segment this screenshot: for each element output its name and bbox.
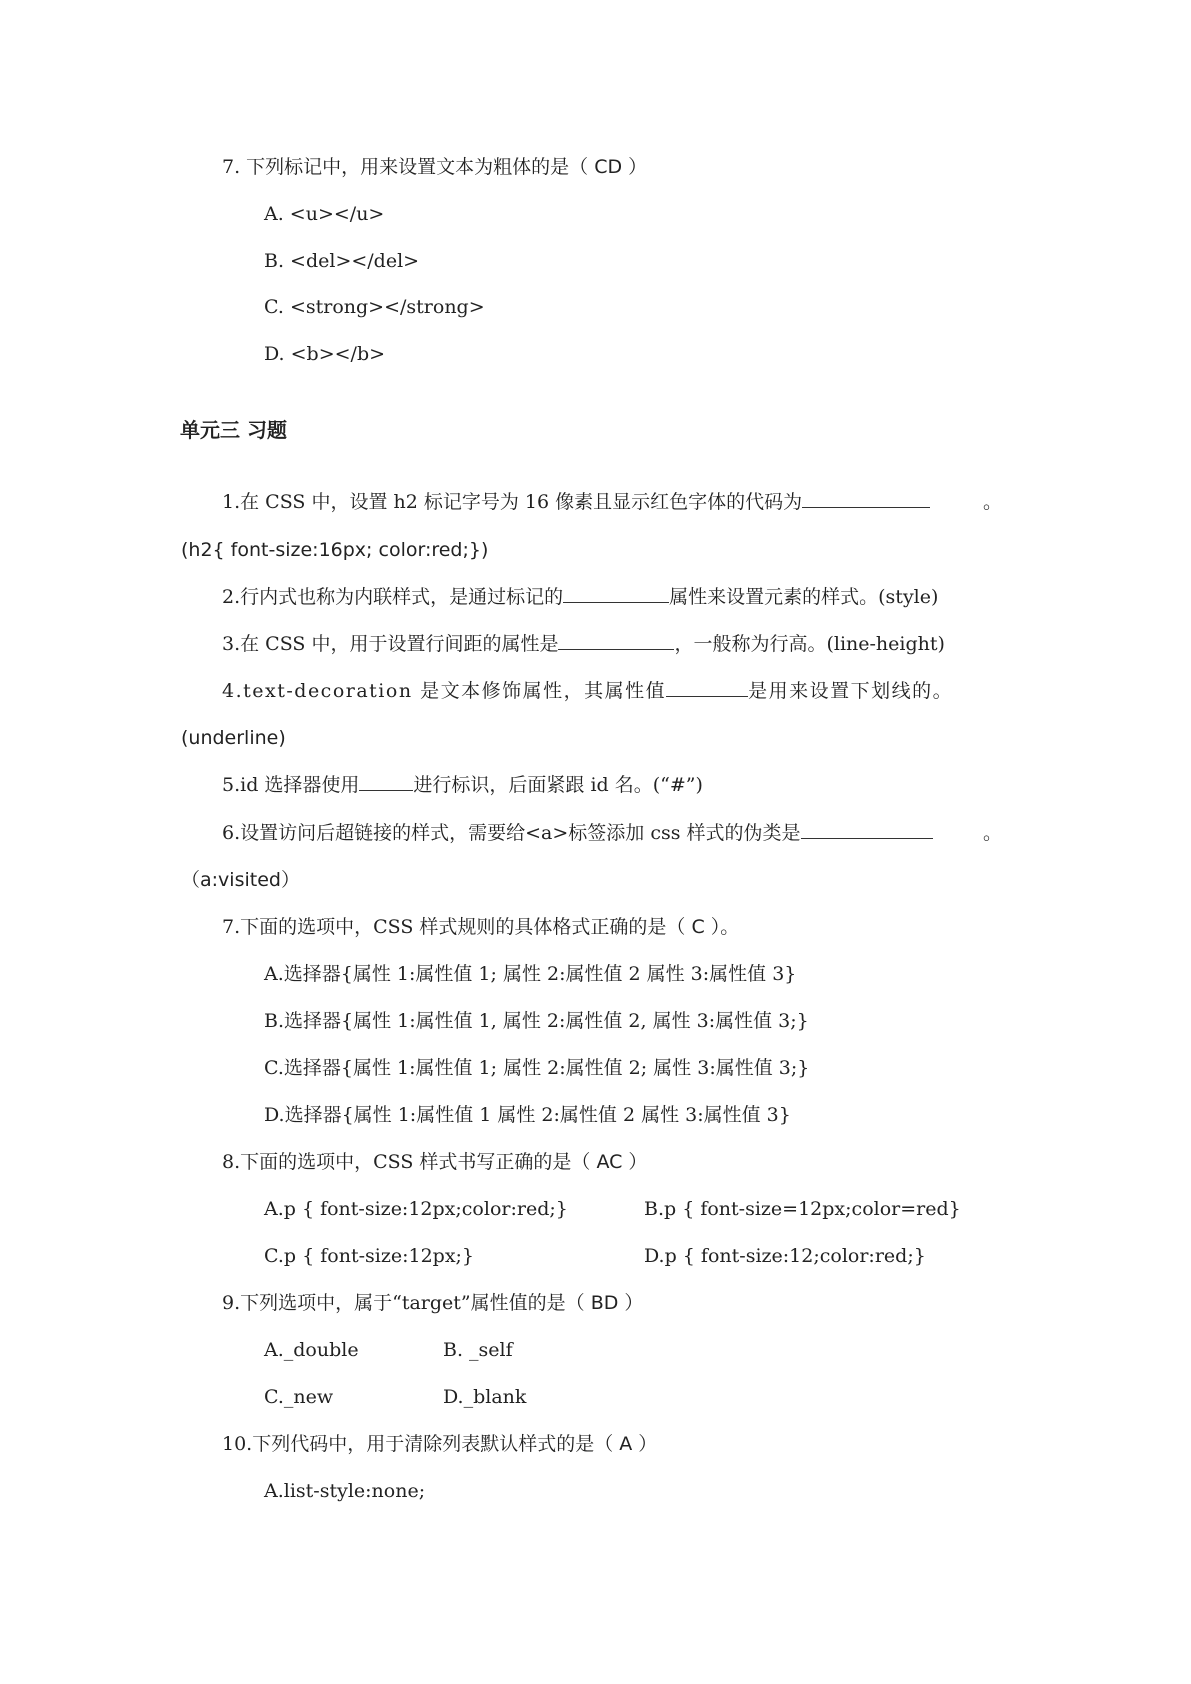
option-d: D.p { font-size:12;color:red;} bbox=[644, 1245, 926, 1267]
question-text-end: 是用来设置下划线的。 bbox=[748, 680, 954, 702]
option-b: B.选择器{属性 1:属性值 1, 属性 2:属性值 2, 属性 3:属性值 3;} bbox=[264, 1010, 809, 1032]
question-text: 4.text-decoration 是文本修饰属性，其属性值 bbox=[222, 680, 667, 702]
question-text: 5.id 选择器使用 bbox=[222, 774, 360, 796]
option-c: C.选择器{属性 1:属性值 1; 属性 2:属性值 2; 属性 3:属性值 3;} bbox=[264, 1057, 810, 1079]
option-c: C.p { font-size:12px;} bbox=[264, 1245, 475, 1267]
option-a: A.list-style:none; bbox=[264, 1480, 426, 1502]
question-text-end: ）。 bbox=[704, 916, 740, 938]
answer: A bbox=[619, 1433, 633, 1455]
answer-6: （a:visited） bbox=[181, 869, 300, 891]
question-text-end: 进行标识，后面紧跟 id 名。(“#”) bbox=[413, 774, 703, 796]
option-b: B.p { font-size=12px;color=red} bbox=[644, 1198, 961, 1220]
question-7-tags bbox=[222, 154, 647, 180]
answer-blank bbox=[801, 820, 933, 839]
section-title: 单元三 习题 bbox=[180, 418, 287, 442]
answer-blank bbox=[563, 584, 669, 603]
question-8 bbox=[222, 1149, 647, 1175]
option-a: A.p { font-size:12px;color:red;} bbox=[264, 1198, 568, 1220]
option-b: B. <del></del> bbox=[264, 250, 420, 272]
answer-1: (h2{ font-size:16px; color:red;}) bbox=[181, 539, 489, 561]
answer: C bbox=[691, 916, 705, 938]
answer: CD bbox=[594, 156, 623, 178]
question-text: 3.在 CSS 中，用于设置行间距的属性是 bbox=[222, 633, 559, 655]
answer-blank bbox=[359, 772, 413, 791]
question-text: 2.行内式也称为内联样式，是通过标记的 bbox=[222, 586, 564, 608]
question-text: 1.在 CSS 中，设置 h2 标记字号为 16 像素且显示红色字体的代码为 bbox=[222, 491, 803, 513]
question-10 bbox=[222, 1431, 657, 1457]
question-1 bbox=[222, 489, 1002, 515]
option-a: A.选择器{属性 1:属性值 1; 属性 2:属性值 2 属性 3:属性值 3} bbox=[264, 963, 797, 985]
question-9 bbox=[222, 1290, 643, 1316]
option-d: D._blank bbox=[443, 1386, 527, 1408]
question-text: 8.下面的选项中，CSS 样式书写正确的是（ bbox=[222, 1151, 597, 1173]
question-text-end: 。 bbox=[982, 822, 1002, 844]
question-text: 10.下列代码中，用于清除列表默认样式的是（ bbox=[222, 1433, 620, 1455]
question-text: 7.下面的选项中，CSS 样式规则的具体格式正确的是（ bbox=[222, 916, 692, 938]
question-7-css bbox=[222, 914, 739, 940]
question-text: 9.下列选项中，属于“target”属性值的是（ bbox=[222, 1292, 591, 1314]
option-d: D. <b></b> bbox=[264, 343, 386, 365]
question-text-end: 。 bbox=[982, 491, 1002, 513]
option-c: C._new bbox=[264, 1386, 334, 1408]
answer: BD bbox=[590, 1292, 619, 1314]
answer-blank bbox=[802, 489, 930, 508]
question-text-end: ） bbox=[622, 1151, 648, 1173]
question-4 bbox=[222, 678, 953, 704]
question-text-end: ） bbox=[622, 156, 648, 178]
answer-4: (underline) bbox=[181, 727, 286, 749]
question-6 bbox=[222, 820, 1002, 846]
question-2 bbox=[222, 584, 938, 610]
option-b: B. _self bbox=[443, 1339, 513, 1361]
question-text-end: ） bbox=[618, 1292, 644, 1314]
question-text: 6.设置访问后超链接的样式，需要给<a>标签添加 css 样式的伪类是 bbox=[222, 822, 801, 844]
option-c: C. <strong></strong> bbox=[264, 296, 485, 318]
question-text-end: ） bbox=[632, 1433, 658, 1455]
option-d: D.选择器{属性 1:属性值 1 属性 2:属性值 2 属性 3:属性值 3} bbox=[264, 1104, 791, 1126]
answer: AC bbox=[596, 1151, 623, 1173]
question-3 bbox=[222, 631, 945, 657]
question-text: 7. 下列标记中，用来设置文本为粗体的是（ bbox=[222, 156, 595, 178]
answer-blank bbox=[558, 631, 674, 650]
question-5 bbox=[222, 772, 703, 798]
option-a: A. <u></u> bbox=[264, 203, 385, 225]
option-a: A._double bbox=[264, 1339, 359, 1361]
question-text-end: ，一般称为行高。(line-height) bbox=[674, 633, 945, 655]
question-text-end: 属性来设置元素的样式。(style) bbox=[669, 586, 939, 608]
answer-blank bbox=[666, 678, 748, 697]
